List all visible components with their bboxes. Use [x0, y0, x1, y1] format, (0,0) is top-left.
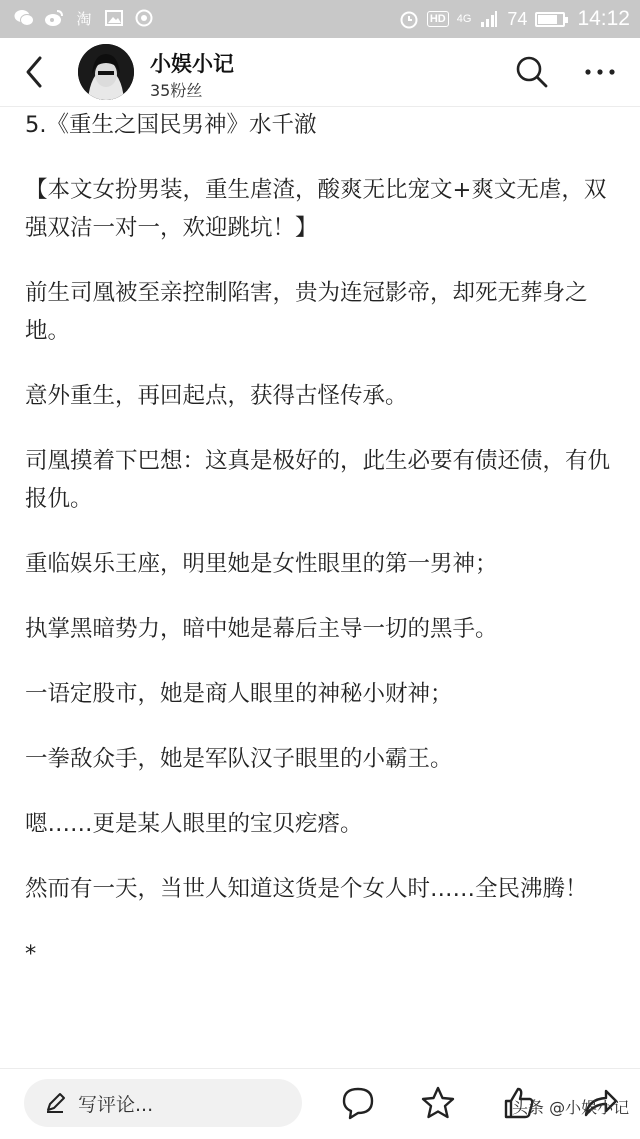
taobao-icon: 淘	[76, 10, 92, 28]
alarm-icon	[399, 9, 419, 29]
article-paragraph: 一拳敌众手，她是军队汉子眼里的小霸王。	[25, 746, 453, 772]
settings-icon	[134, 8, 154, 28]
article-separator: *	[25, 941, 37, 967]
image-icon	[104, 8, 124, 28]
status-bar	[0, 0, 640, 38]
star-icon	[418, 1083, 458, 1123]
hd-icon: HD	[427, 11, 449, 27]
weibo-icon	[44, 8, 64, 28]
article-paragraph: 执掌黑暗势力，暗中她是幕后主导一切的黑手。	[25, 616, 498, 642]
chevron-left-icon	[18, 52, 54, 92]
bottom-action-bar	[0, 1068, 640, 1139]
follower-count: 35粉丝	[150, 81, 203, 100]
wechat-icon	[14, 8, 34, 28]
avatar[interactable]	[78, 44, 134, 100]
clock: 14:12	[577, 7, 630, 30]
article-paragraph: 前生司凰被至亲控制陷害，贵为连冠影帝，却死无葬身之地。	[25, 280, 588, 344]
article-paragraph: 司凰摸着下巴想：这真是极好的，此生必要有债还债，有仇报仇。	[25, 448, 611, 512]
pencil-icon	[44, 1092, 66, 1114]
battery-percent: 74	[507, 8, 528, 29]
search-icon	[514, 54, 550, 90]
article-paragraph: 一语定股市，她是商人眼里的神秘小财神；	[25, 681, 453, 707]
comment-button[interactable]	[338, 1083, 378, 1123]
article-paragraph: 嗯……更是某人眼里的宝贝疙瘩。	[25, 811, 363, 837]
article-header	[0, 38, 640, 107]
article-title-line: 5.《重生之国民男神》水千澈	[25, 112, 317, 138]
network-type: 4G	[456, 13, 472, 25]
status-bar-notifications	[14, 8, 154, 28]
favorite-button[interactable]	[418, 1083, 458, 1123]
search-button[interactable]	[514, 54, 550, 90]
article-paragraph: 重临娱乐王座，明里她是女性眼里的第一男神；	[25, 551, 498, 577]
watermark: 头条 @小娱小记	[512, 1098, 630, 1117]
speech-bubble-icon	[338, 1083, 378, 1123]
back-button[interactable]	[18, 52, 54, 92]
comment-input[interactable]	[24, 1079, 302, 1127]
article-body	[25, 106, 615, 973]
account-name[interactable]: 小娱小记	[150, 52, 234, 76]
article-paragraph: 意外重生，再回起点，获得古怪传承。	[25, 383, 408, 409]
article-paragraph: 【本文女扮男装，重生虐渣，酸爽无比宠文+爽文无虐，双强双洁一对一，欢迎跳坑！】	[25, 177, 607, 241]
article-paragraph: 然而有一天，当世人知道这货是个女人时……全民沸腾！	[25, 876, 588, 902]
more-dots-icon	[580, 54, 620, 90]
signal-icon	[479, 9, 499, 29]
battery-icon	[535, 12, 565, 27]
more-button[interactable]	[580, 54, 620, 90]
status-bar-system	[399, 7, 630, 31]
comment-placeholder: 写评论...	[78, 1094, 154, 1116]
